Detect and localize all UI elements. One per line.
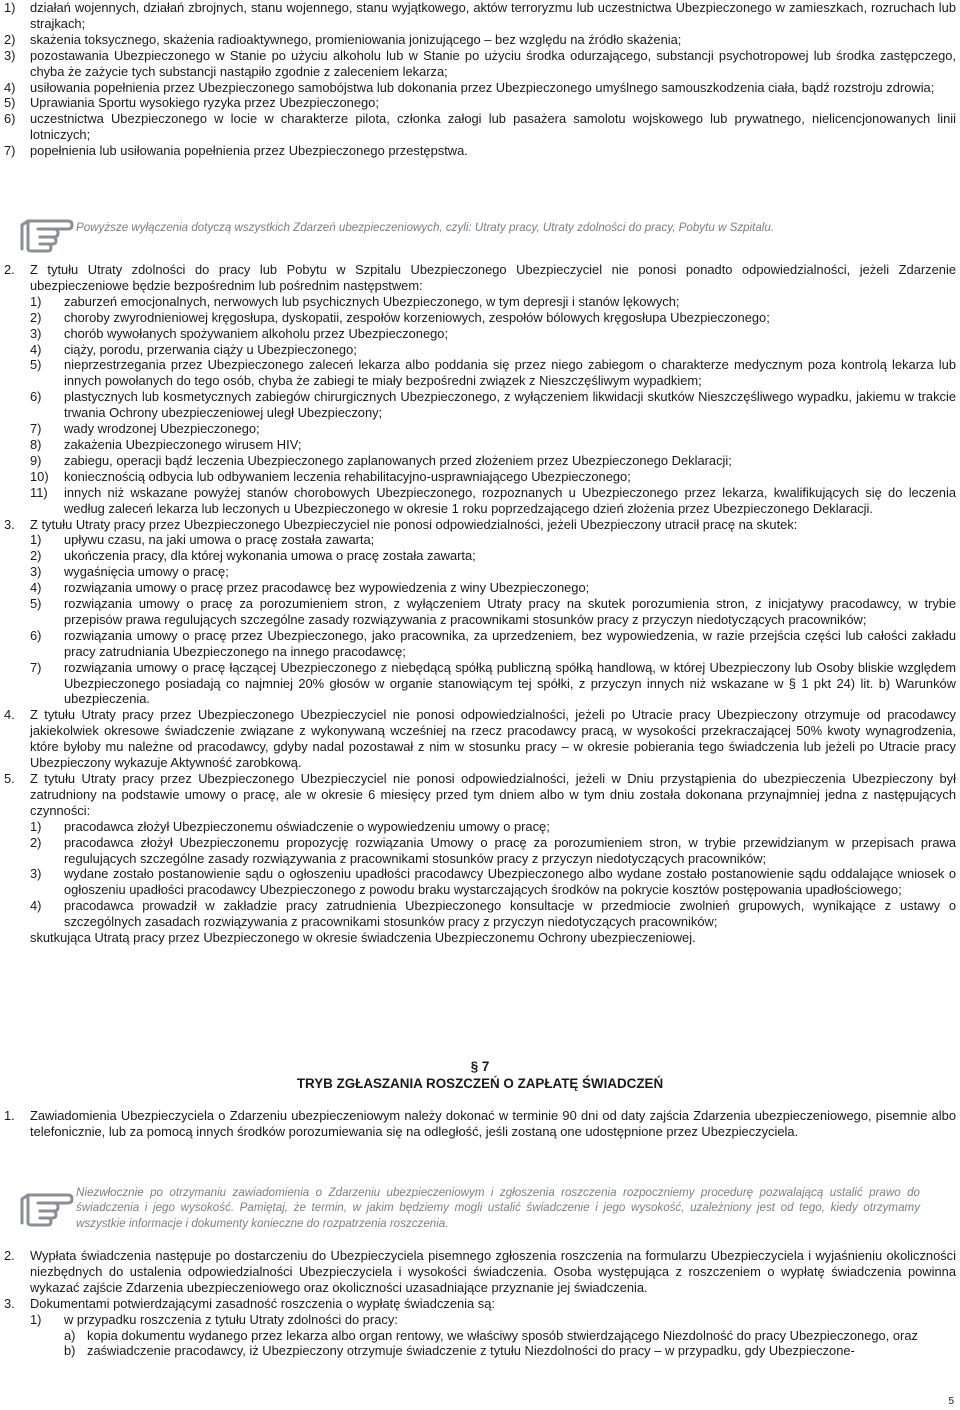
item-text: zaświadczenie pracodawcy, iż Ubezpieczony otrzymuje świadczenie z tytułu Niezdolności do pracy – w przypadku, gdy Ubezpieczone-: [87, 1343, 855, 1359]
list-item: [0, 111, 956, 143]
sub-list: [30, 819, 956, 930]
item-text: nieprzestrzegania przez Ubezpieczonego zaleceń lekarza albo poddania się przez niego zabiegom o charakterze medycznym poza kontrolą lekarza lub innych powołanych do tego osób, chyba że zabiegi te miały bezpośredni związek z Nieszczęśliwym wypadkiem;: [64, 357, 956, 389]
list-item: [0, 0, 956, 32]
list-item: [30, 532, 956, 548]
item-text: Z tytułu Utraty pracy przez Ubezpieczonego Ubezpieczyciel nie ponosi odpowiedzialności, jeżeli po Utracie pracy Ubezpieczony otrzymuje od pracodawcy jakiekolwiek okresowe świadczenie związane z wykonywaną wcześniej na rzecz pracodawcy pracą, w wysokości przekraczającej 50% kwoty wynagrodzenia, które byłoby mu należne od pracodawcy, gdyby nadal pozostawał z nim w stosunku pracy – w okresie pobierania tego świadczenia lub jeżeli po Utracie pracy Ubezpieczony wykazuje Aktywność zarobkową.: [30, 707, 956, 771]
item-text: Zawiadomienia Ubezpieczyciela o Zdarzeniu ubezpieczeniowym należy dokonać w terminie 90 dni od daty zajścia Zdarzenia ubezpieczeniowego, pisemnie albo telefonicznie, lub za pomocą innych środków porozumiewania się na odległość, jeśli zostaną one udostępnione przez Ubezpieczyciela.: [30, 1108, 956, 1139]
item-text: działań wojennych, działań zbrojnych, stanu wojennego, stanu wyjątkowego, aktów terroryzmu lub uczestnictwa Ubezpieczonego w zamieszkach, rozruchach lub strajkach;: [30, 0, 956, 31]
pointing-hand-icon: [18, 209, 76, 253]
item-text: rozwiązania umowy o pracę przez Ubezpieczonego, jako pracownika, za uprzedzeniem, bez wypowiedzenia, w razie przejścia części lub całości zakładu pracy zatrudniania Ubezpieczonego na innego pracodawcę;: [64, 627, 956, 659]
item-number: 2.: [4, 1248, 15, 1263]
item-text: Wypłata świadczenia następuje po dostarczeniu do Ubezpieczyciela pisemnego zgłoszenia roszczenia na formularzu Ubezpieczyciela i wyjaśnieniu okoliczności niezbędnych do ustalenia odpowiedzialności Ubezpieczyciela i wysokości świadczenia. Osoba występująca z roszczeniem o wypłatę świadczenia powinna wykazać zajście Zdarzenia ubezpieczeniowego oraz okoliczności uzasadniające przyznanie jej świadczenia.: [30, 1248, 956, 1295]
item-number: 4.: [4, 707, 15, 723]
item-number: 5): [4, 95, 16, 111]
numbered-paragraph: [4, 1248, 956, 1296]
item-text: Z tytułu Utraty pracy przez Ubezpieczonego Ubezpieczyciel nie ponosi odpowiedzialności, jeżeli w Dniu przystąpienia do ubezpieczenia Ubezpieczony był zatrudniony na podstawie umowy o pracę, ale w okresie 6 miesięcy przed tym dniem albo w tym dniu została dokonana przynajmniej jedna z następujących czynności:: [30, 771, 956, 818]
list-item: [64, 1343, 956, 1359]
item-text: skażenia toksycznego, skażenia radioaktywnego, promieniowania jonizującego – bez względu na źródło skażenia;: [30, 31, 682, 47]
list-item: [30, 389, 956, 421]
list-item: [0, 95, 956, 111]
sub-sub-list: [64, 1328, 956, 1360]
item-text: zabiegu, operacji bądź leczenia Ubezpieczonego zaplanowanych przed złożeniem przez Ubezpieczonego Deklaracji;: [64, 452, 732, 468]
item-number: 1): [4, 0, 16, 15]
item-number: 6): [4, 111, 16, 127]
sub-list: [30, 532, 956, 707]
item-text: chorób wywołanych spożywaniem alkoholu przez Ubezpieczonego;: [64, 325, 449, 341]
item-number: 2): [30, 309, 42, 325]
item-text: pracodawca złożył Ubezpieczonemu oświadczenie o wypowiedzeniu umowy o pracę;: [64, 818, 550, 834]
list-item: [0, 143, 956, 159]
item-number: 5): [30, 357, 42, 373]
item-number: 5): [30, 596, 42, 612]
item-number: 2.: [4, 262, 15, 277]
list-item: [30, 819, 956, 835]
numbered-paragraph: [4, 1108, 956, 1140]
item-text: usiłowania popełnienia przez Ubezpieczonego samobójstwa lub dokonania przez Ubezpieczonego umyślnego samouszkodzenia ciała, bądź rozstroju zdrowia;: [30, 79, 935, 95]
list-item: [30, 628, 956, 660]
item-text: innych niż wskazane powyżej stanów chorobowych Ubezpieczonego, rozpoznanych u Ubezpieczonego przez lekarza, kwalifikujących się do leczenia według zaleceń lekarza lub leczonych u Ubezpieczonego w okresie 1 roku poprzedzającego dzień złożenia przez Ubezpieczonego Deklaracji.: [64, 484, 956, 516]
item-text: upływu czasu, na jaki umowa o pracę została zawarta;: [64, 532, 375, 548]
item-number: 3.: [4, 1295, 15, 1311]
closing-text: skutkująca Utratą pracy przez Ubezpieczonego w okresie świadczenia Ubezpieczonemu Ochrony ubezpieczeniowej.: [30, 930, 696, 946]
item-number: 9): [30, 452, 42, 468]
item-number: 1): [30, 818, 42, 834]
item-number: 5.: [4, 771, 15, 786]
item-number: 6): [30, 627, 42, 643]
note-text-2: Niezwłocznie po otrzymaniu zawiadomienia o Zdarzeniu ubezpieczeniowym i zgłoszenia roszczenia rozpoczniemy procedurę pozwalającą ustalić prawo do świadczenia i jego wysokość. Pamiętaj, że termin, w jakim będziemy mogli ustalić świadczenie i jego wysokość, uzależniony jest od tego, kiedy otrzymamy wszystkie informacje i dokumenty konieczne do rozpatrzenia roszczenia.: [76, 1186, 920, 1230]
list-item: [30, 453, 956, 469]
list-item: [30, 326, 956, 342]
item-number: 4): [30, 580, 42, 596]
numbered-paragraph: [4, 771, 956, 819]
info-note-2: [0, 1183, 960, 1231]
item-number: 3.: [4, 516, 15, 532]
item-text: choroby zwyrodnieniowej kręgosłupa, dyskopatii, zespołów korzeniowych, zespołów bólowych kręgosłupa Ubezpieczonego;: [64, 309, 770, 325]
list-item: [0, 48, 956, 80]
item-number: 4): [30, 898, 42, 914]
item-text: Uprawiania Sportu wysokiego ryzyka przez Ubezpieczonego;: [30, 95, 379, 111]
item-text: plastycznych lub kosmetycznych zabiegów chirurgicznych Ubezpieczonego, z wyłączeniem likwidacji skutków Nieszczęśliwego wypadku, jakiemu w trakcie trwania Ochrony ubezpieczeniowej uległ Ubezpieczony;: [64, 389, 956, 421]
numbered-paragraph: [4, 1296, 956, 1312]
item-text: wydane zostało postanowienie sądu o ogłoszeniu upadłości pracodawcy Ubezpieczonego albo wydane zostało postanowienie sądu oddalające wniosek o ogłoszeniu upadłości pracodawcy Ubezpieczonego z powodu braku wystarczających środków na pokrycie kosztów postępowania upadłościowego;: [64, 866, 956, 898]
item-text: Z tytułu Utraty zdolności do pracy lub Pobytu w Szpitalu Ubezpieczonego Ubezpieczyciel nie ponosi ponadto odpowiedzialności, jeżeli Zdarzenie ubezpieczeniowe będzie bezpośrednim lub pośrednim następstwem:: [30, 262, 956, 293]
item-number: 7): [30, 421, 42, 437]
item-text: wady wrodzonej Ubezpieczonego;: [64, 421, 260, 437]
claims-paragraphs-2-3: [4, 1248, 956, 1359]
main-paragraphs: [4, 262, 956, 946]
list-item: [30, 580, 956, 596]
page-number: 5: [948, 1396, 954, 1407]
item-text: koniecznością odbycia lub odbywaniem leczenia rehabilitacyjno-usprawniającego Ubezpieczonego;: [64, 468, 631, 484]
list-item: [0, 80, 956, 96]
exclusions-list: [0, 0, 956, 159]
item-text: w przypadku roszczenia z tytułu Utraty zdolności do pracy:: [64, 1311, 398, 1327]
item-number: b): [64, 1343, 76, 1359]
item-number: 1.: [4, 1108, 15, 1123]
section-title: TRYB ZGŁASZANIA ROSZCZEŃ O ZAPŁATĘ ŚWIADCZEŃ: [296, 1076, 664, 1091]
section-heading: [0, 1058, 960, 1092]
list-item: [30, 564, 956, 580]
item-number: 1): [30, 1311, 42, 1327]
list-item: [30, 310, 956, 326]
list-item: [30, 357, 956, 389]
sub-list: [30, 294, 956, 517]
item-number: 6): [30, 389, 42, 405]
item-text: wygaśnięcia umowy o pracę;: [64, 564, 229, 580]
item-text: rozwiązania umowy o pracę za porozumieniem stron, z wyłączeniem Utraty pracy na skutek porozumienia stron, z inicjatywy pracodawcy, w trybie przepisów prawa regulujących szczególne zasady rozwiązywania z pracownikami stosunków pracy z przyczyn niedotyczących pracowników;: [64, 596, 956, 627]
item-number: 2): [30, 548, 42, 564]
info-note: [0, 209, 960, 253]
sub-list: [30, 1312, 956, 1328]
item-text: pracodawca złożył Ubezpieczonemu propozycję rozwiązania Umowy o pracę za porozumieniem stron, w trybie przewidzianym w przepisach prawa regulujących szczególne zasady rozwiązywania z pracownikami stosunków pracy z przyczyn niedotyczących pracowników;: [64, 834, 956, 866]
item-text: zaburzeń emocjonalnych, nerwowych lub psychicznych Ubezpieczonego, w tym depresji i stanów lękowych;: [64, 293, 680, 309]
item-number: 1): [30, 293, 42, 309]
list-item: [30, 421, 956, 437]
list-item: [64, 1328, 956, 1344]
numbered-paragraph: [4, 517, 956, 533]
list-item: [30, 342, 956, 358]
item-text: ukończenia pracy, dla której wykonania umowa o pracę została zawarta;: [64, 548, 476, 564]
item-text: rozwiązania umowy o pracę łączącej Ubezpieczonego z niebędącą spółką publiczną spółką handlową, w której Ubezpieczony lub Osoby bliskie względem Ubezpieczonego posiadają co najmniej 20% głosów w organie stanowiącym tej spółki, z przyczyn innych niż wskazane w § 1 pkt 24) lit. b) Warunków ubezpieczenia.: [64, 659, 956, 707]
item-text: pozostawania Ubezpieczonego w Stanie po użyciu alkoholu lub w Stanie po użyciu środka odurzającego, substancji psychotropowej lub środka zastępczego, chyba że zażycie tych substancji nastąpiło zgodnie z zaleceniem lekarza;: [30, 47, 956, 79]
item-number: 11): [30, 484, 48, 500]
list-item: [30, 469, 956, 485]
numbered-paragraph: [4, 262, 956, 294]
numbered-paragraph: [4, 707, 956, 771]
item-number: 2): [30, 834, 42, 850]
item-number: 8): [30, 436, 42, 452]
item-number: 3): [4, 47, 16, 63]
list-item: [30, 596, 956, 628]
item-number: 3): [30, 325, 42, 341]
item-text: popełnienia lub usiłowania popełnienia przez Ubezpieczonego przestępstwa.: [30, 143, 468, 159]
item-number: 3): [30, 866, 42, 882]
note-text: Powyższe wyłączenia dotyczą wszystkich Zdarzeń ubezpieczeniowych, czyli: Utraty pracy, Utraty zdolności do pracy, Pobytu w Szpitalu.: [76, 221, 775, 234]
item-number: 4): [30, 341, 42, 357]
item-number: a): [64, 1327, 76, 1343]
section-number: § 7: [470, 1059, 490, 1074]
list-item: [30, 660, 956, 708]
item-text: ciąży, porodu, przerwania ciąży u Ubezpieczonego;: [64, 341, 357, 357]
item-text: pracodawca prowadził w zakładzie pracy zatrudnienia Ubezpieczonego konsultacje w przedmiocie zwolnień grupowych, wynikające z ustawy o szczególnych zasadach rozwiązywania z pracownikami stosunków pracy z przyczyn niedotyczących pracowników;: [64, 898, 956, 930]
item-number: 3): [30, 564, 42, 580]
item-number: 7): [30, 659, 42, 675]
item-text: kopia dokumentu wydanego przez lekarza albo organ rentowy, we właściwy sposób stwierdzającego Niezdolność do pracy Ubezpieczonego, oraz: [87, 1327, 918, 1343]
list-item: [30, 866, 956, 898]
list-item: [30, 485, 956, 517]
item-number: 1): [30, 532, 42, 548]
list-item: [30, 835, 956, 867]
item-number: 4): [4, 79, 16, 95]
list-item: [30, 548, 956, 564]
item-number: 10): [30, 468, 49, 484]
item-text: Z tytułu Utraty pracy przez Ubezpieczonego Ubezpieczyciel nie ponosi odpowiedzialności, jeżeli Ubezpieczony utracił pracę na skutek:: [30, 516, 798, 532]
item-text: uczestnictwa Ubezpieczonego w locie w charakterze pilota, członka załogi lub pasażera samolotu wojskowego lub prywatnego, nielicencjonowanych linii lotniczych;: [30, 111, 956, 143]
item-number: 7): [4, 143, 16, 159]
item-text: zakażenia Ubezpieczonego wirusem HIV;: [64, 436, 302, 452]
list-item: [30, 294, 956, 310]
pointing-hand-icon: [18, 1183, 76, 1227]
item-number: 2): [4, 31, 16, 47]
list-item: [30, 898, 956, 930]
list-item: [0, 32, 956, 48]
list-item: [30, 1312, 956, 1328]
claims-paragraph-1: [4, 1108, 956, 1140]
item-text: Dokumentami potwierdzającymi zasadność roszczenia o wypłatę świadczenia są:: [30, 1295, 495, 1311]
list-item: [30, 437, 956, 453]
item-text: rozwiązania umowy o pracę przez pracodawcę bez wypowiedzenia z winy Ubezpieczonego;: [64, 580, 590, 596]
